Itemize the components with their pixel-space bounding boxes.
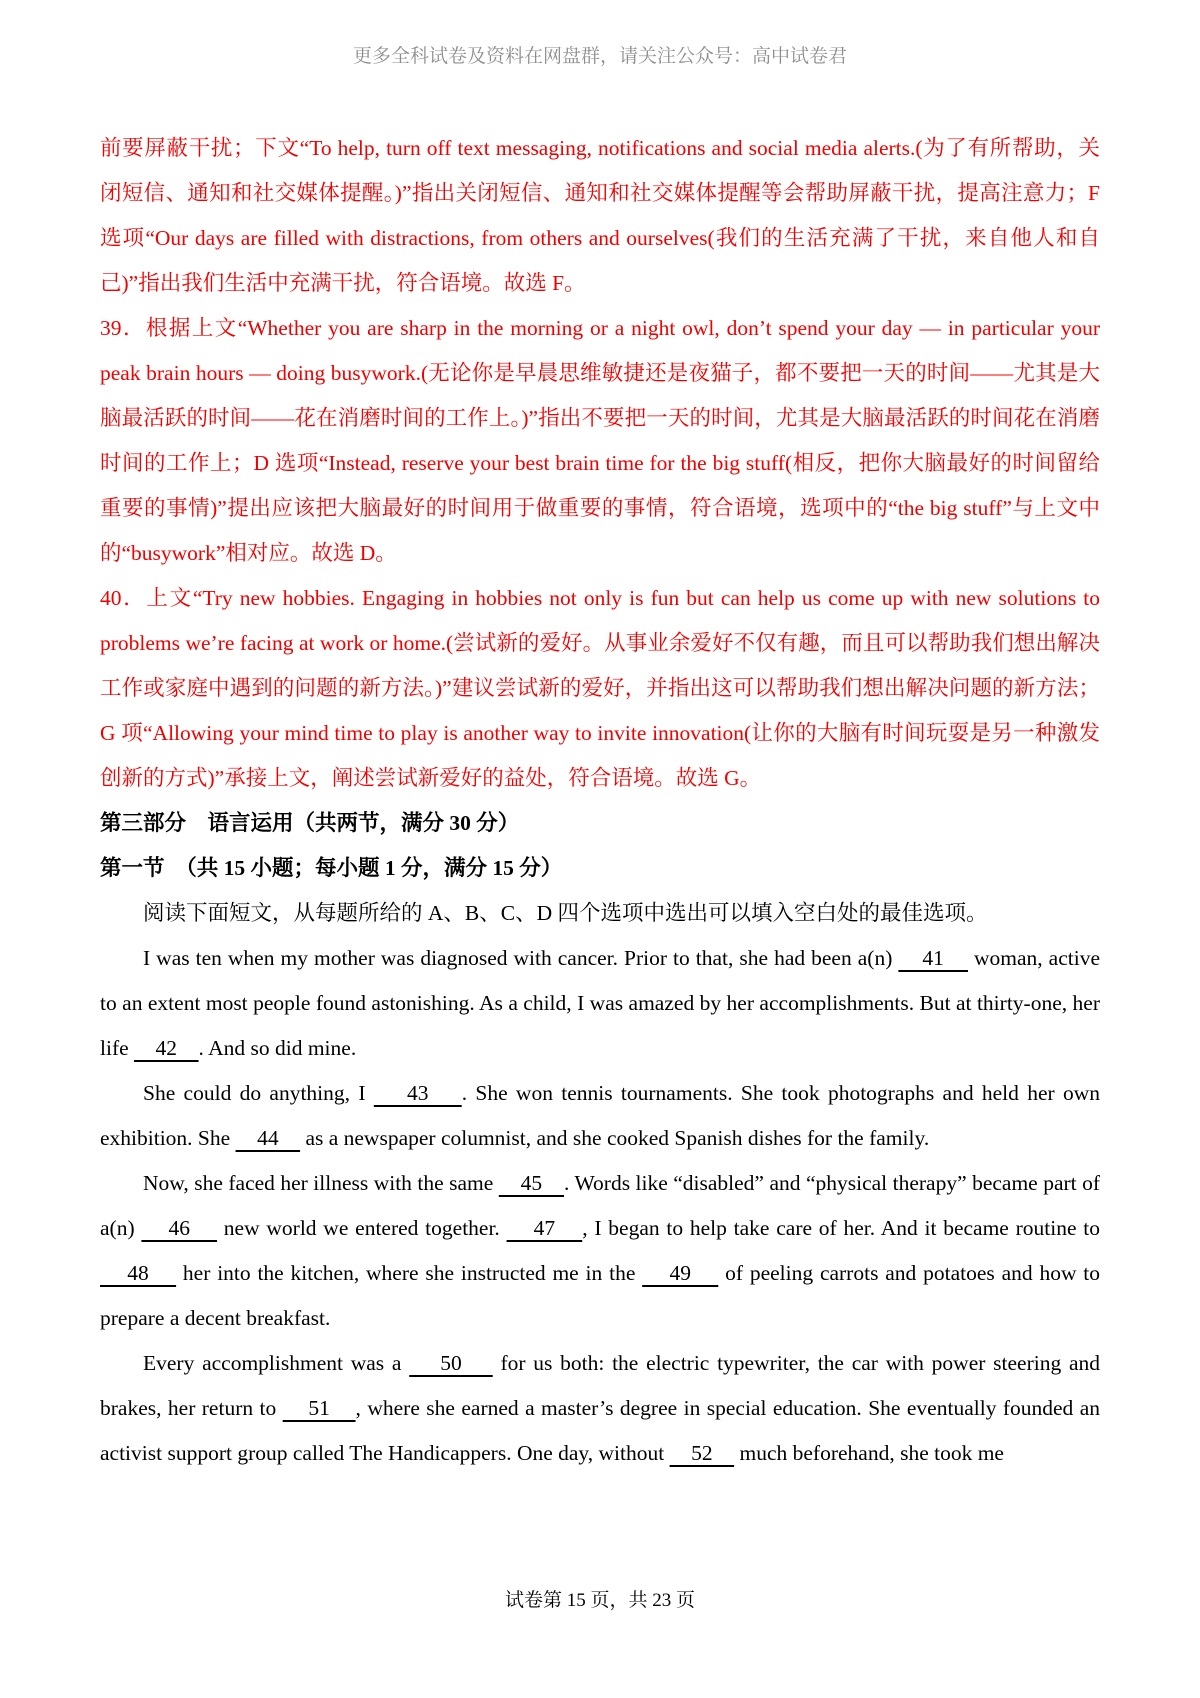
cloze-paragraph: She could do anything, I 43 . She won tennis tournaments. She took photographs and held her own exhibition. She 44 as a newspaper columnist, and she cooked Spanish dishes for the family. [100,1081,1100,1150]
cloze-blank-48: 48 [100,1261,177,1285]
document-content [100,126,1100,1476]
cloze-instructions: 阅读下面短文，从每题所给的 A、B、C、D 四个选项中选出可以填入空白处的最佳选项。 [143,901,988,925]
cloze-blank-45: 45 [498,1171,565,1195]
cloze-blank-51: 51 [282,1396,356,1420]
cloze-blank-44: 44 [235,1126,301,1150]
cloze-paragraph: Now, she faced her illness with the same 45 . Words like “disabled” and “physical therapy” became part of a(n) 46 new world we entered together. 47 , I began to help take care of her. And it became routine to 48 her into the kitchen, where she instructed me in the 49 of peeling carrots and potatoes and how to prepare a decent breakfast. [100,1171,1101,1330]
cloze-paragraph: Every accomplishment was a 50 for us both: the electric typewriter, the car with power steering and brakes, her return to 51 , where she earned a master’s degree in special education. She eventually founded an activist support group called The Handicappers. One day, without 52 much beforehand, she took me [100,1351,1101,1465]
cloze-blank-49: 49 [642,1261,719,1285]
cloze-blank-41: 41 [898,946,968,970]
page-header-note: 更多全科试卷及资料在网盘群，请关注公众号：高中试卷君 [352,46,847,67]
analysis-paragraph-40: 40．上文“Try new hobbies. Engaging in hobbies not only is fun but can help us come up with new solutions to problems we’re facing at work or home.(尝试新的爱好。从事业余爱好不仅有趣，而且可以帮助我们想出解决工作或家庭中遇到的问题的新方法。)”建议尝试新的爱好，并指出这可以帮助我们想出解决问题的新方法；G 项“Allowing your mind time to play is another way to invite innovation(让你的大脑有时间玩耍是另一种激发创新的方式)”承接上文，阐述尝试新爱好的益处，符合语境。故选 G。 [100,586,1100,790]
cloze-blank-42: 42 [134,1036,199,1060]
analysis-paragraph-39: 39．根据上文“Whether you are sharp in the morning or a night owl, don’t spend your day — in particular your peak brain hours — doing busywork.(无论你是早晨思维敏捷还是夜猫子，都不要把一天的时间——尤其是大脑最活跃的时间——花在消磨时间的工作上。)”指出不要把一天的时间，尤其是大脑最活跃的时间花在消磨时间的工作上；D 选项“Instead, reserve your best brain time for the big stuff(相反，把你大脑最好的时间留给重要的事情)”提出应该把大脑最好的时间用于做重要的事情，符合语境，选项中的“the big stuff”与上文中的“busywork”相对应。故选 D。 [100,316,1100,565]
cloze-blank-43: 43 [373,1081,462,1105]
analysis-paragraph-continued: 前要屏蔽干扰；下文“To help, turn off text messaging, notifications and social media alerts.(为了有所帮助，关闭短信、通知和社交媒体提醒。)”指出关闭短信、通知和社交媒体提醒等会帮助屏蔽干扰，提高注意力；F 选项“Our days are filled with distractions, from others and ourselves(我们的生活充满了干扰，来自他人和自己)”指出我们生活中充满干扰，符合语境。故选 F。 [100,136,1100,295]
section-heading-section1: 第一节 （共 15 小题；每小题 1 分，满分 15 分） [100,856,563,880]
cloze-blank-50: 50 [409,1351,493,1375]
page-footer: 试卷第 15 页，共 23 页 [504,1590,695,1611]
section-heading-part3: 第三部分 语言运用（共两节，满分 30 分） [100,811,520,835]
cloze-passage [100,936,1100,1476]
cloze-paragraph: I was ten when my mother was diagnosed with cancer. Prior to that, she had been a(n) 41 woman, active to an extent most people found astonishing. As a child, I was amazed by her accomplishments. But at thirty-one, her life 42 . And so did mine. [100,946,1101,1060]
cloze-blank-52: 52 [669,1441,735,1465]
cloze-blank-46: 46 [141,1216,218,1240]
cloze-blank-47: 47 [506,1216,583,1240]
